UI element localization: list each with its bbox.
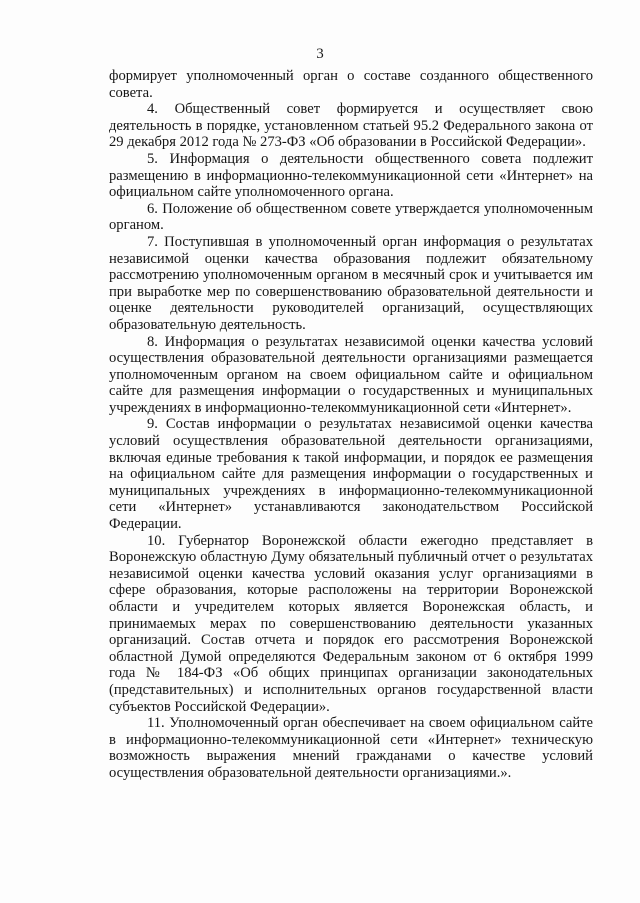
page-number: 3 <box>316 46 324 62</box>
document-body <box>109 68 593 782</box>
paragraph-10: 10. Губернатор Воронежской области ежегодно представляет в Воронежскую областную Думу обязательный публичный отчет о результатах независимой оценки качества условий оказания услуг организациями в сфере образования, которые расположены на территории Воронежской области и учредителем которых является Воронежская область, и принимаемых мерах по совершенствованию деятельности указанных организаций. Состав отчета и порядок его рассмотрения Воронежской областной Думой определяются Федеральным законом от 6 октября 1999 года № 184-ФЗ «Об общих принципах организации законодательных (представительных) и исполнительных органов государственной власти субъектов Российской Федерации». <box>109 532 593 715</box>
paragraph-9: 9. Состав информации о результатах независимой оценки качества условий осуществления образовательной деятельности организациями, включая единые требования к такой информации, и порядок ее размещения на официальном сайте для размещения информации о государственных и муниципальных учреждениях в информационно-телекоммуникационной сети «Интернет» устанавливаются законодательством Российской Федерации. <box>109 416 593 533</box>
paragraph-continuation: формирует уполномоченный орган о составе созданного общественного совета. <box>109 68 593 101</box>
paragraph-7: 7. Поступившая в уполномоченный орган информация о результатах независимой оценки качества образования подлежит обязательному рассмотрению уполномоченным органом в месячный срок и учитывается им при выработке мер по совершенствованию образовательной деятельности и оценке деятельности руководителей организаций, осуществляющих образовательную деятельность. <box>109 233 593 333</box>
paragraph-6: 6. Положение об общественном совете утверждается уполномоченным органом. <box>109 200 593 234</box>
paragraph-8: 8. Информация о результатах независимой оценки качества условий осуществления образовательной деятельности организациями размещается уполномоченным органом на своем официальном сайте и официальном сайте для размещения информации о государственных и муниципальных учреждениях в информационно-телекоммуникационной сети «Интернет». <box>109 333 593 416</box>
paragraph-5: 5. Информация о деятельности общественного совета подлежит размещению в информационно-телекоммуникационной сети «Интернет» на официальном сайте уполномоченного органа. <box>109 150 593 201</box>
paragraph-11: 11. Уполномоченный орган обеспечивает на своем официальном сайте в информационно-телекоммуникационной сети «Интернет» техническую возможность выражения мнений гражданами о качестве условий осуществления образовательной деятельности организациями.». <box>109 715 593 781</box>
paragraph-4: 4. Общественный совет формируется и осуществляет свою деятельность в порядке, установленном статьей 95.2 Федерального закона от 29 декабря 2012 года № 273-ФЗ «Об образовании в Российской Федерации». <box>109 101 593 151</box>
